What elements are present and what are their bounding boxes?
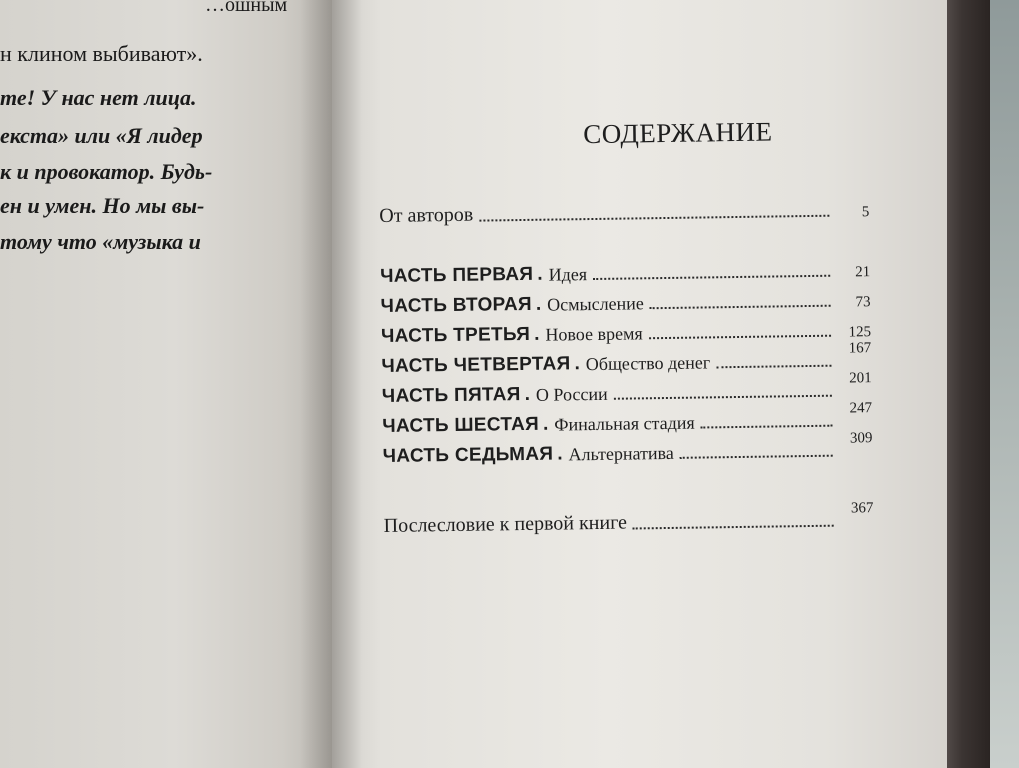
toc-part-label: ЧАСТЬ СЕДЬМАЯ [382,443,554,467]
left-line-6: ен и умен. Но мы вы- [0,193,205,218]
left-line-5: к и провокатор. Будь- [0,159,213,184]
gutter-shadow [332,0,362,768]
toc-entry-name: Идея [548,264,588,285]
toc-leader-dots [650,305,831,310]
toc-entry-page: 21 [855,264,871,281]
toc-part-label: ЧАСТЬ ЧЕТВЕРТАЯ [381,353,571,377]
toc-entry-page: 5 [861,204,870,221]
toc-entry-page: 367 [850,500,874,517]
toc-leader-dots [701,425,833,429]
toc-entry-name: Новое время [545,323,643,345]
toc-entry-part-1: ЧАСТЬ ПЕРВАЯ . Идея 21 [380,263,871,287]
toc-leader-dots [593,275,830,280]
left-line-7: тому что «музыка и [0,229,201,254]
toc-part-label: ЧАСТЬ ШЕСТАЯ [382,413,540,437]
toc-entry-name: Послесловие к первой книге [383,511,628,537]
toc-part-label: ЧАСТЬ ПЕРВАЯ [380,263,534,287]
toc-entry-name: Общество денег [585,352,711,375]
left-line-4: екста» или «Я лидер [0,123,203,148]
left-page-text [0,0,300,768]
toc-entry-page: 309 [849,430,873,447]
background-surface [985,0,1019,768]
toc-part-label: ЧАСТЬ ВТОРАЯ [380,293,533,317]
toc-leader-dots [716,365,831,369]
left-line-1: …ошным [205,0,288,16]
toc-entry-page: 73 [855,294,871,311]
left-line-2: н клином выбивают». [0,41,203,66]
toc-entry-part-5: ЧАСТЬ ПЯТАЯ . О России 201 [381,370,872,407]
toc-entry-name: О России [535,383,608,405]
toc-entry-name: Финальная стадия [554,412,695,435]
toc-entry-part-6: ЧАСТЬ ШЕСТАЯ . Финальная стадия 247 [382,400,873,437]
toc-entry-page: 167 [848,340,872,357]
toc-leader-dots [479,215,829,222]
left-line-3: те! У нас нет лица. [0,85,197,110]
toc-entry-part-4: ЧАСТЬ ЧЕТВЕРТАЯ . Общество денег 167 [381,340,872,377]
toc-leader-dots [614,395,832,400]
contents-title: СОДЕРЖАНИЕ [583,116,773,150]
toc-entry-part-3: ЧАСТЬ ТРЕТЬЯ . Новое время 125 [380,323,872,347]
toc-entry-page: 125 [848,324,872,341]
toc-entry-part-7: ЧАСТЬ СЕДЬМАЯ . Альтернатива 309 [382,430,873,467]
toc-entry-name: От авторов [379,203,474,227]
toc-entry-page: 201 [849,370,872,387]
toc-entry-page: 247 [849,400,873,417]
toc-leader-dots [633,525,834,530]
toc-leader-dots [680,455,833,459]
toc-entry-name: Осмысление [547,293,644,315]
toc-entry-name: Альтернатива [568,442,674,465]
toc-part-label: ЧАСТЬ ТРЕТЬЯ [380,323,531,347]
toc-entry-part-2: ЧАСТЬ ВТОРАЯ . Осмысление 73 [380,293,871,317]
book-cover-edge [940,0,990,768]
toc-leader-dots [649,335,831,340]
toc-part-label: ЧАСТЬ ПЯТАЯ [381,384,521,407]
